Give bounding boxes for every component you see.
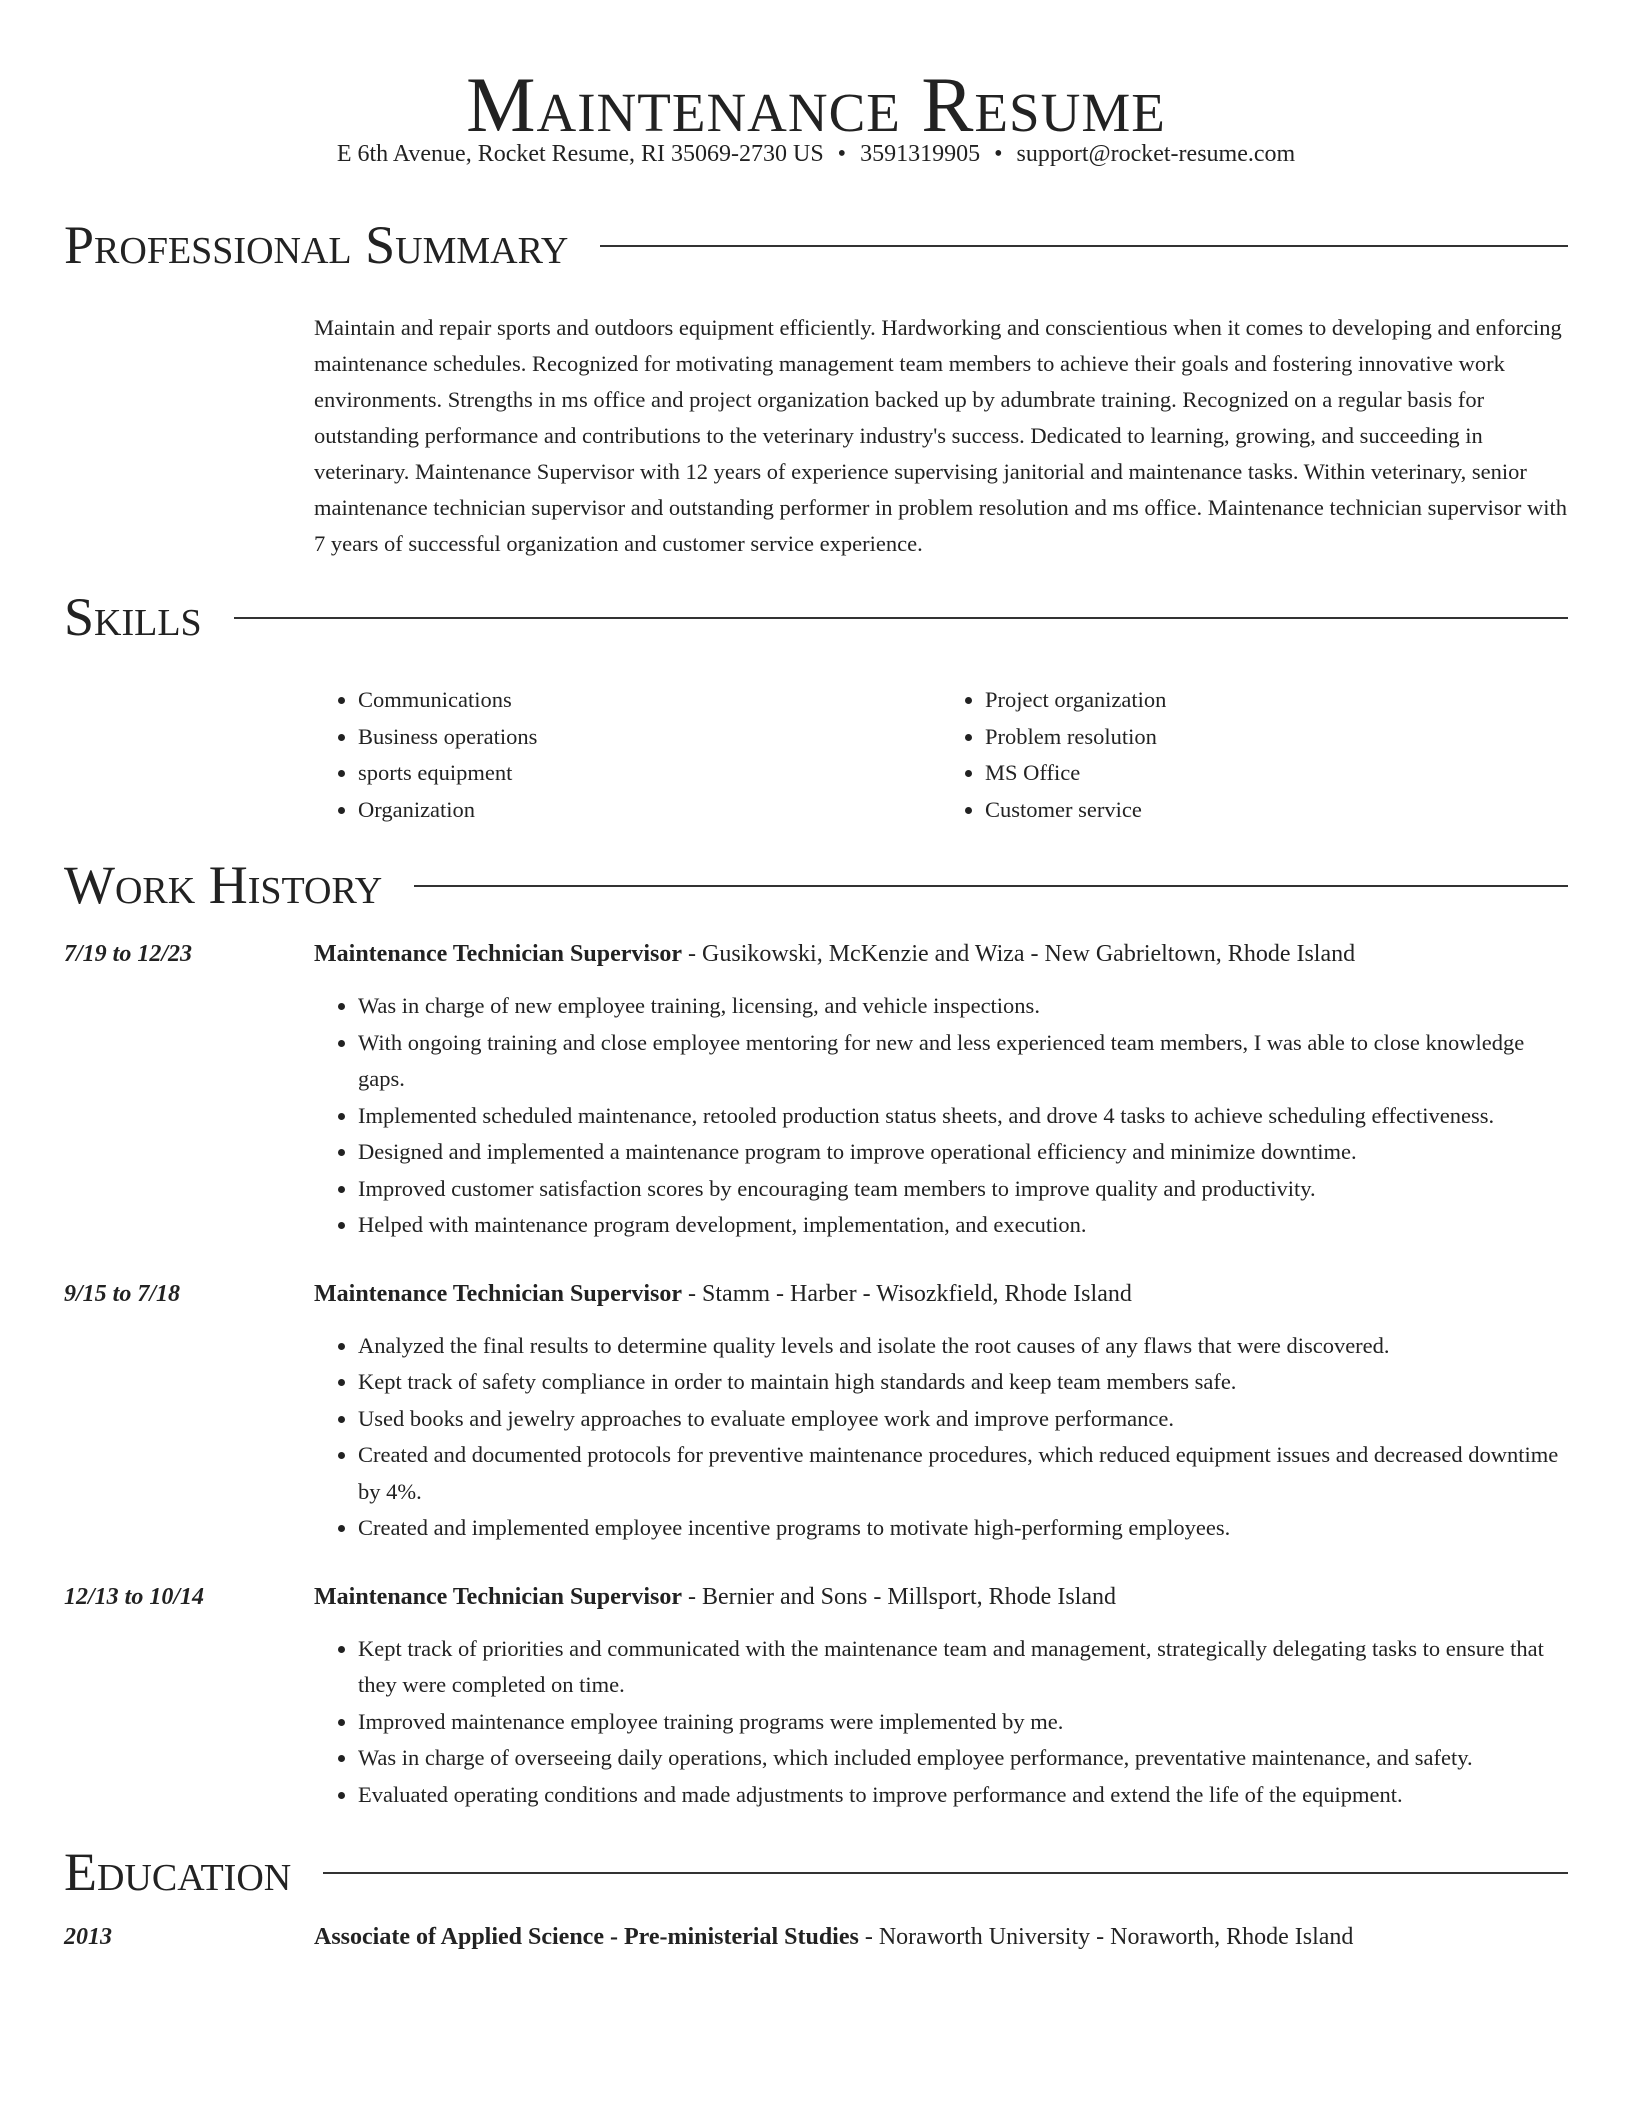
skills-list — [314, 682, 1568, 828]
section-divider — [414, 885, 1568, 887]
job-bullet: • Analyzed the final results to determine quality levels and isolate the root causes of any flaws that were discovered. — [358, 1328, 1568, 1365]
skill-item: • Customer service — [985, 792, 1568, 829]
skill-item: • MS Office — [985, 755, 1568, 792]
job-bullet: • Created and documented protocols for preventive maintenance procedures, which reduced equipment issues and decreased downtime by 4%. — [358, 1437, 1568, 1510]
education-year: 2013 — [64, 1924, 112, 1950]
job-bullets — [314, 1631, 1568, 1814]
job-bullet: • Was in charge of new employee training, licensing, and vehicle inspections. — [358, 988, 1568, 1025]
contact-separator: • — [837, 141, 847, 167]
skills-section — [64, 582, 1568, 828]
skills-column-right — [941, 682, 1568, 828]
job-dates: 12/13 to 10/14 — [64, 1583, 205, 1610]
work-history-section — [64, 850, 1568, 1813]
job-role: Maintenance Technician Supervisor — [314, 1583, 683, 1610]
education-line — [314, 1919, 1353, 1955]
job-title-line — [314, 936, 1355, 972]
section-divider — [323, 1872, 1568, 1874]
resume-name: Maintenance Resume — [466, 61, 1166, 148]
job-employer: - Stamm - Harber - Wisozkfield, Rhode Island — [682, 1280, 1132, 1307]
skills-column-left — [314, 682, 941, 828]
job-bullet: • Evaluated operating conditions and made adjustments to improve performance and extend the life of the equipment. — [358, 1777, 1568, 1814]
contact-phone: 3591319905 — [860, 141, 981, 167]
work-history-heading — [64, 850, 1568, 920]
resume-header — [64, 60, 1568, 210]
summary-text: Maintain and repair sports and outdoors equipment efficiently. Hardworking and conscientious when it comes to developing and enforcing maintenance schedules. Recognized for motivating management team members to achieve their goals and fostering innovative work environments. Strengths in ms office and project organization backed up by adumbrate training. Recognized on a regular basis for outstanding performance and contributions to the veterinary industry's success. Dedicated to learning, growing, and succeeding in veterinary. Maintenance Supervisor with 12 years of experience supervising janitorial and maintenance tasks. Within veterinary, senior maintenance technician supervisor and outstanding performer in problem resolution and ms office. Maintenance technician supervisor with 7 years of successful organization and customer service experience. — [314, 315, 1567, 556]
contact-email: support@rocket-resume.com — [1016, 141, 1296, 167]
job-bullet: • Kept track of safety compliance in order to maintain high standards and keep team members safe. — [358, 1364, 1568, 1401]
job-bullet: • Improved customer satisfaction scores by encouraging team members to improve quality and productivity. — [358, 1171, 1568, 1208]
job-bullet: • Created and implemented employee incentive programs to motivate high-performing employees. — [358, 1510, 1568, 1547]
section-title: Education — [64, 1842, 292, 1902]
job-header — [64, 1276, 1568, 1312]
job-header — [64, 1579, 1568, 1615]
job-dates: 7/19 to 12/23 — [64, 941, 193, 967]
education-school: - Noraworth University - Noraworth, Rhode Island — [858, 1924, 1354, 1950]
job-employer: - Bernier and Sons - Millsport, Rhode Island — [682, 1583, 1116, 1610]
section-title: Skills — [64, 587, 202, 647]
skills-heading — [64, 582, 1568, 652]
job-role: Maintenance Technician Supervisor — [314, 1280, 683, 1307]
education-entry — [64, 1919, 1568, 1955]
job-role: Maintenance Technician Supervisor — [314, 941, 683, 967]
section-divider — [600, 245, 1568, 247]
job-entry — [64, 1579, 1568, 1814]
job-dates: 9/15 to 7/18 — [64, 1280, 181, 1307]
section-title: Work History — [64, 855, 383, 915]
job-bullet: • Helped with maintenance program development, implementation, and execution. — [358, 1207, 1568, 1244]
job-header — [64, 936, 1568, 972]
skill-item: • Problem resolution — [985, 719, 1568, 756]
summary-section — [64, 210, 1568, 562]
section-title: Professional Summary — [64, 215, 569, 275]
job-bullet: • Kept track of priorities and communicated with the maintenance team and management, strategically delegating tasks to ensure that they were completed on time. — [358, 1631, 1568, 1704]
job-title-line — [314, 1276, 1132, 1312]
job-bullets — [314, 1328, 1568, 1547]
job-bullet: • Designed and implemented a maintenance program to improve operational efficiency and minimize downtime. — [358, 1134, 1568, 1171]
job-bullet: • Was in charge of overseeing daily operations, which included employee performance, preventative maintenance, and safety. — [358, 1740, 1568, 1777]
job-entry — [64, 1276, 1568, 1547]
education-heading — [64, 1837, 1568, 1907]
education-section — [64, 1837, 1568, 1955]
skill-item: • Organization — [358, 792, 941, 829]
job-bullet: • Improved maintenance employee training programs were implemented by me. — [358, 1704, 1568, 1741]
job-title-line — [314, 1579, 1116, 1615]
job-bullet: • Used books and jewelry approaches to evaluate employee work and improve performance. — [358, 1401, 1568, 1438]
contact-line — [64, 138, 1568, 170]
job-employer: - Gusikowski, McKenzie and Wiza - New Gabrieltown, Rhode Island — [682, 941, 1356, 967]
job-bullet: • With ongoing training and close employee mentoring for new and less experienced team members, I was able to close knowledge gaps. — [358, 1025, 1568, 1098]
job-entry — [64, 936, 1568, 1244]
skill-item: • Communications — [358, 682, 941, 719]
section-divider — [234, 617, 1568, 619]
skill-item: • Project organization — [985, 682, 1568, 719]
contact-separator: • — [994, 141, 1003, 167]
contact-address: E 6th Avenue, Rocket Resume, RI 35069-2730 US — [336, 141, 824, 167]
job-bullet: • Implemented scheduled maintenance, retooled production status sheets, and drove 4 tasks to achieve scheduling effectiveness. — [358, 1098, 1568, 1135]
skill-item: • sports equipment — [358, 755, 941, 792]
education-degree: Associate of Applied Science - Pre-ministerial Studies — [314, 1924, 859, 1950]
job-bullets — [314, 988, 1568, 1244]
summary-heading — [64, 210, 1568, 280]
skill-item: • Business operations — [358, 719, 941, 756]
